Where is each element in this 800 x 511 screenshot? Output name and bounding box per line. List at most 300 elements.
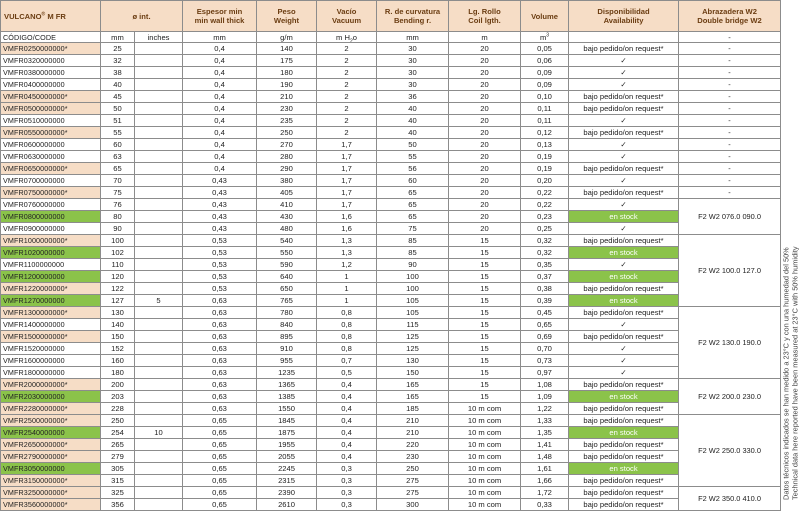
row-coil-length: 15 [449,235,521,247]
row-availability: bajo pedido/on request* [569,307,679,319]
row-vacuum: 1,7 [317,199,377,211]
row-wall-thickness: 0,65 [183,499,257,511]
row-diameter-mm: 38 [101,67,135,79]
row-availability: ✓ [569,199,679,211]
row-coil-length: 10 m com [449,403,521,415]
row-weight: 250 [257,127,317,139]
row-code: VMFR1520000000 [1,343,101,355]
unit-wall: mm [183,32,257,43]
row-wall-thickness: 0,53 [183,283,257,295]
row-volume: 0,45 [521,307,569,319]
row-volume: 1,66 [521,475,569,487]
row-bending-radius: 100 [377,271,449,283]
row-diameter-mm: 130 [101,307,135,319]
row-bending-radius: 60 [377,175,449,187]
row-volume: 0,10 [521,91,569,103]
row-coil-length: 15 [449,307,521,319]
row-availability: bajo pedido/on request* [569,127,679,139]
row-weight: 780 [257,307,317,319]
row-weight: 765 [257,295,317,307]
row-wall-thickness: 0,4 [183,91,257,103]
row-code: VMFR0250000000* [1,43,101,55]
row-vacuum: 1 [317,271,377,283]
row-wall-thickness: 0,65 [183,427,257,439]
row-availability: ✓ [569,79,679,91]
row-double-bridge: - [679,67,781,79]
row-code: VMFR0750000000* [1,187,101,199]
table-row [1,223,781,235]
row-coil-length: 15 [449,319,521,331]
row-weight: 280 [257,151,317,163]
row-diameter-mm: 127 [101,295,135,307]
row-bending-radius: 220 [377,439,449,451]
row-vacuum: 0,3 [317,463,377,475]
row-diameter-mm: 265 [101,439,135,451]
unit-inches: inches [135,32,183,43]
table-row [1,271,781,283]
row-volume: 0,73 [521,355,569,367]
row-double-bridge: - [679,115,781,127]
row-coil-length: 10 m com [449,439,521,451]
row-vacuum: 1,7 [317,187,377,199]
unit-bridge: - [679,32,781,43]
table-row [1,163,781,175]
row-volume: 0,69 [521,331,569,343]
row-vacuum: 2 [317,127,377,139]
row-vacuum: 1,3 [317,235,377,247]
row-weight: 2245 [257,463,317,475]
row-diameter-inches: 5 [135,295,183,307]
row-bending-radius: 165 [377,379,449,391]
row-availability: ✓ [569,223,679,235]
unit-weight: g/m [257,32,317,43]
row-volume: 1,72 [521,487,569,499]
row-bending-radius: 85 [377,247,449,259]
row-code: VMFR1500000000* [1,331,101,343]
row-double-bridge: F2 W2 250.0 330.0 [679,415,781,487]
row-bending-radius: 275 [377,475,449,487]
row-wall-thickness: 0,65 [183,475,257,487]
header-product: VULCANO® M FR [1,1,101,32]
table-row [1,331,781,343]
row-weight: 1845 [257,415,317,427]
row-volume: 0,25 [521,223,569,235]
table-row [1,187,781,199]
row-volume: 0,09 [521,79,569,91]
row-diameter-mm: 51 [101,115,135,127]
row-coil-length: 10 m com [449,463,521,475]
row-vacuum: 0,8 [317,343,377,355]
row-vacuum: 0,8 [317,331,377,343]
row-availability: ✓ [569,175,679,187]
row-bending-radius: 65 [377,211,449,223]
row-bending-radius: 65 [377,187,449,199]
row-double-bridge: - [679,55,781,67]
row-diameter-inches [135,439,183,451]
row-diameter-mm: 122 [101,283,135,295]
row-coil-length: 15 [449,259,521,271]
row-availability: bajo pedido/on request* [569,415,679,427]
row-diameter-inches [135,199,183,211]
row-availability: en stock [569,271,679,283]
row-bending-radius: 230 [377,451,449,463]
table-row [1,235,781,247]
row-code: VMFR1200000000 [1,271,101,283]
header-vacuum: Vacío Vacuum [317,1,377,32]
row-availability: en stock [569,295,679,307]
row-wall-thickness: 0,65 [183,451,257,463]
table-row [1,451,781,463]
row-coil-length: 15 [449,367,521,379]
row-diameter-inches [135,451,183,463]
row-wall-thickness: 0,53 [183,247,257,259]
row-availability: ✓ [569,67,679,79]
row-weight: 1365 [257,379,317,391]
table-row [1,475,781,487]
row-weight: 1875 [257,427,317,439]
row-diameter-mm: 120 [101,271,135,283]
row-code: VMFR1800000000 [1,367,101,379]
row-wall-thickness: 0,63 [183,367,257,379]
row-vacuum: 2 [317,43,377,55]
table-row [1,307,781,319]
row-volume: 0,32 [521,235,569,247]
row-diameter-mm: 75 [101,187,135,199]
table-row [1,247,781,259]
row-coil-length: 20 [449,91,521,103]
row-code: VMFR2650000000* [1,439,101,451]
row-vacuum: 0,3 [317,487,377,499]
row-weight: 2390 [257,487,317,499]
row-vacuum: 1,3 [317,247,377,259]
row-coil-length: 10 m com [449,415,521,427]
row-availability: bajo pedido/on request* [569,43,679,55]
row-diameter-mm: 76 [101,199,135,211]
row-volume: 0,65 [521,319,569,331]
row-code: VMFR1000000000* [1,235,101,247]
row-diameter-inches [135,187,183,199]
row-wall-thickness: 0,65 [183,415,257,427]
row-wall-thickness: 0,53 [183,235,257,247]
row-vacuum: 0,5 [317,367,377,379]
row-wall-thickness: 0,53 [183,259,257,271]
row-weight: 175 [257,55,317,67]
row-double-bridge: F2 W2 076.0 090.0 [679,199,781,235]
header-coil-length: Lg. Rollo Coil lgth. [449,1,521,32]
unit-availability [569,32,679,43]
row-vacuum: 0,8 [317,319,377,331]
row-wall-thickness: 0,63 [183,343,257,355]
row-diameter-inches [135,415,183,427]
row-weight: 405 [257,187,317,199]
row-availability: bajo pedido/on request* [569,439,679,451]
row-coil-length: 15 [449,295,521,307]
row-bending-radius: 50 [377,139,449,151]
row-code: VMFR0800000000 [1,211,101,223]
row-double-bridge: - [679,151,781,163]
row-weight: 895 [257,331,317,343]
row-coil-length: 10 m com [449,487,521,499]
row-weight: 190 [257,79,317,91]
row-bending-radius: 30 [377,55,449,67]
row-code: VMFR3560000000* [1,499,101,511]
row-coil-length: 20 [449,163,521,175]
row-double-bridge: - [679,43,781,55]
header-availability: Disponibilidad Availability [569,1,679,32]
row-wall-thickness: 0,63 [183,295,257,307]
row-code: VMFR0380000000 [1,67,101,79]
row-diameter-inches [135,223,183,235]
row-vacuum: 0,4 [317,451,377,463]
row-coil-length: 20 [449,55,521,67]
row-wall-thickness: 0,65 [183,439,257,451]
row-volume: 0,39 [521,295,569,307]
row-vacuum: 2 [317,115,377,127]
row-vacuum: 0,8 [317,307,377,319]
row-vacuum: 0,7 [317,355,377,367]
row-weight: 480 [257,223,317,235]
row-diameter-mm: 203 [101,391,135,403]
row-bending-radius: 250 [377,463,449,475]
row-coil-length: 15 [449,271,521,283]
row-wall-thickness: 0,63 [183,307,257,319]
row-double-bridge: F2 W2 350.0 410.0 [679,487,781,511]
row-diameter-inches [135,283,183,295]
row-wall-thickness: 0,4 [183,43,257,55]
table-row [1,127,781,139]
row-coil-length: 20 [449,67,521,79]
row-wall-thickness: 0,4 [183,151,257,163]
row-weight: 180 [257,67,317,79]
row-code: VMFR2030000000 [1,391,101,403]
row-coil-length: 20 [449,175,521,187]
row-volume: 1,08 [521,379,569,391]
table-row [1,427,781,439]
row-availability: bajo pedido/on request* [569,331,679,343]
row-weight: 2055 [257,451,317,463]
row-double-bridge: - [679,103,781,115]
row-weight: 1550 [257,403,317,415]
row-double-bridge: - [679,163,781,175]
row-diameter-inches [135,487,183,499]
row-code: VMFR0400000000 [1,79,101,91]
row-diameter-inches [135,67,183,79]
row-bending-radius: 55 [377,151,449,163]
row-coil-length: 15 [449,343,521,355]
row-volume: 0,22 [521,187,569,199]
row-weight: 650 [257,283,317,295]
row-bending-radius: 275 [377,487,449,499]
row-weight: 410 [257,199,317,211]
row-availability: bajo pedido/on request* [569,403,679,415]
row-code: VMFR0630000000 [1,151,101,163]
row-coil-length: 10 m com [449,499,521,511]
row-coil-length: 20 [449,223,521,235]
row-vacuum: 0,4 [317,379,377,391]
row-diameter-mm: 356 [101,499,135,511]
row-availability: ✓ [569,151,679,163]
unit-coil: m [449,32,521,43]
table-row [1,403,781,415]
table-row [1,391,781,403]
unit-vacuum: m $H_2o$ [317,32,377,43]
row-bending-radius: 75 [377,223,449,235]
header-bending-radius: R. de curvatura Bending r. [377,1,449,32]
row-coil-length: 15 [449,283,521,295]
row-weight: 290 [257,163,317,175]
row-diameter-mm: 50 [101,103,135,115]
row-vacuum: 2 [317,91,377,103]
row-availability: bajo pedido/on request* [569,487,679,499]
row-coil-length: 10 m com [449,427,521,439]
row-volume: 1,33 [521,415,569,427]
row-diameter-mm: 102 [101,247,135,259]
row-weight: 210 [257,91,317,103]
row-diameter-inches [135,307,183,319]
row-coil-length: 20 [449,187,521,199]
row-wall-thickness: 0,53 [183,271,257,283]
row-volume: 0,20 [521,175,569,187]
row-bending-radius: 125 [377,343,449,355]
table-row [1,319,781,331]
row-diameter-inches [135,463,183,475]
table-header-row [1,1,781,32]
row-coil-length: 15 [449,391,521,403]
side-note-line2: Technical data here reported have been measured at 23°C with 50% humidity [789,246,799,500]
row-code: VMFR0900000000 [1,223,101,235]
row-volume: 0,19 [521,151,569,163]
table-row [1,499,781,511]
row-availability: ✓ [569,319,679,331]
row-availability: bajo pedido/on request* [569,187,679,199]
row-code: VMFR1270000000 [1,295,101,307]
table-row [1,295,781,307]
row-coil-length: 15 [449,331,521,343]
row-weight: 640 [257,271,317,283]
row-diameter-mm: 305 [101,463,135,475]
row-weight: 230 [257,103,317,115]
row-vacuum: 2 [317,67,377,79]
row-vacuum: 0,4 [317,391,377,403]
row-diameter-inches [135,235,183,247]
row-bending-radius: 40 [377,115,449,127]
row-bending-radius: 56 [377,163,449,175]
row-diameter-mm: 150 [101,331,135,343]
row-bending-radius: 30 [377,67,449,79]
row-diameter-inches [135,403,183,415]
unit-mm: mm [101,32,135,43]
table-row [1,175,781,187]
row-diameter-inches [135,343,183,355]
row-availability: bajo pedido/on request* [569,91,679,103]
row-coil-length: 15 [449,247,521,259]
row-diameter-mm: 80 [101,211,135,223]
row-volume: 0,11 [521,115,569,127]
table-row [1,259,781,271]
row-code: VMFR1020000000 [1,247,101,259]
row-code: VMFR2790000000* [1,451,101,463]
row-availability: bajo pedido/on request* [569,283,679,295]
row-diameter-inches [135,163,183,175]
unit-volume: $m^3$ [521,32,569,43]
row-availability: bajo pedido/on request* [569,235,679,247]
row-weight: 840 [257,319,317,331]
row-coil-length: 10 m com [449,475,521,487]
table-row [1,355,781,367]
row-weight: 910 [257,343,317,355]
row-coil-length: 20 [449,43,521,55]
row-weight: 140 [257,43,317,55]
row-availability: en stock [569,463,679,475]
row-weight: 380 [257,175,317,187]
row-double-bridge: - [679,139,781,151]
row-code: VMFR0510000000 [1,115,101,127]
row-vacuum: 0,4 [317,427,377,439]
row-diameter-inches [135,115,183,127]
header-volume: Volume [521,1,569,32]
row-vacuum: 1,7 [317,163,377,175]
row-wall-thickness: 0,43 [183,175,257,187]
row-diameter-inches [135,331,183,343]
row-bending-radius: 165 [377,391,449,403]
row-wall-thickness: 0,4 [183,67,257,79]
row-vacuum: 0,4 [317,415,377,427]
row-availability: bajo pedido/on request* [569,103,679,115]
row-volume: 0,23 [521,211,569,223]
row-wall-thickness: 0,43 [183,211,257,223]
header-wall-thickness: Espesor min min wall thick [183,1,257,32]
row-coil-length: 20 [449,79,521,91]
row-vacuum: 0,3 [317,499,377,511]
row-double-bridge: - [679,175,781,187]
row-diameter-mm: 228 [101,403,135,415]
row-weight: 2315 [257,475,317,487]
row-diameter-mm: 45 [101,91,135,103]
row-double-bridge: F2 W2 130.0 190.0 [679,307,781,379]
row-availability: bajo pedido/on request* [569,163,679,175]
row-coil-length: 15 [449,379,521,391]
row-bending-radius: 40 [377,103,449,115]
row-double-bridge: - [679,187,781,199]
row-code: VMFR1220000000* [1,283,101,295]
row-double-bridge: - [679,127,781,139]
row-bending-radius: 300 [377,499,449,511]
row-coil-length: 20 [449,115,521,127]
row-vacuum: 0,3 [317,475,377,487]
row-availability: en stock [569,391,679,403]
row-volume: 0,33 [521,499,569,511]
row-diameter-mm: 325 [101,487,135,499]
row-wall-thickness: 0,63 [183,391,257,403]
row-diameter-inches [135,271,183,283]
row-weight: 590 [257,259,317,271]
header-weight: Peso Weight [257,1,317,32]
row-availability: en stock [569,427,679,439]
row-wall-thickness: 0,4 [183,127,257,139]
row-volume: 0,05 [521,43,569,55]
row-diameter-mm: 315 [101,475,135,487]
row-vacuum: 2 [317,55,377,67]
units-row [1,32,781,43]
row-diameter-inches [135,211,183,223]
row-coil-length: 20 [449,139,521,151]
row-wall-thickness: 0,43 [183,187,257,199]
table-row [1,283,781,295]
row-weight: 540 [257,235,317,247]
table-row [1,463,781,475]
row-diameter-mm: 200 [101,379,135,391]
row-diameter-inches [135,259,183,271]
